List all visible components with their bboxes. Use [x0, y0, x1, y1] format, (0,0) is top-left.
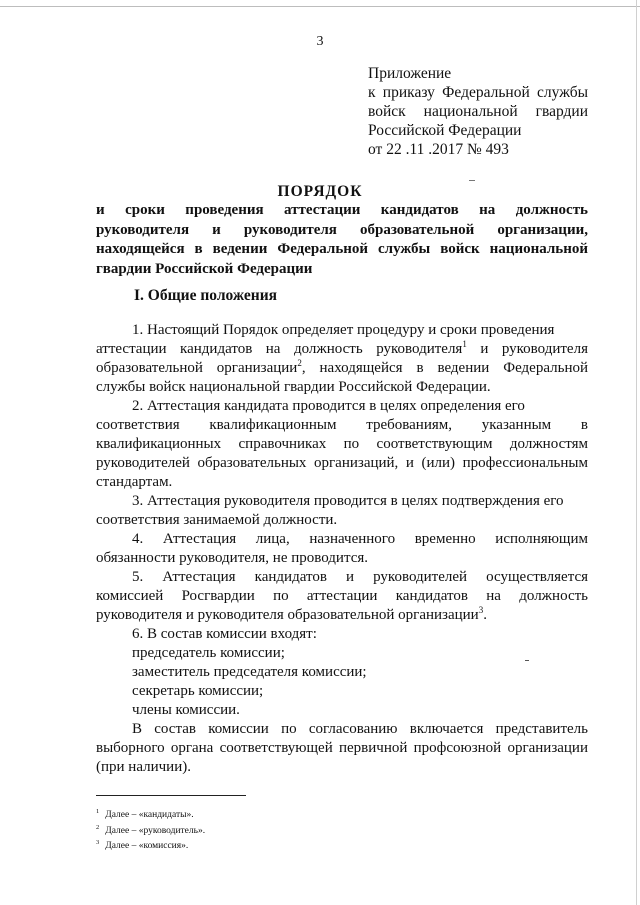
document-body	[96, 321, 588, 777]
appendix-line: Приложение	[368, 65, 452, 82]
paragraph-1-line: образовательной организации$^2$, находящейся в ведении Федеральной	[96, 358, 589, 376]
footnote-ref: 2	[297, 358, 302, 368]
section-heading: I. Общие положения	[134, 287, 278, 304]
subtitle-line: находящейся в ведении Федеральной службы войск национальной	[96, 241, 588, 257]
commission-member-item: секретарь комиссии;	[132, 683, 264, 699]
paragraph-1-line: аттестации кандидатов на должность руководителя$^1$ и руководителя	[96, 339, 588, 357]
paragraph-2-line: стандартам.	[96, 474, 173, 490]
scan-edge-line-right	[636, 0, 637, 905]
footnote-ref: 1	[462, 339, 467, 349]
appendix-date-number: от 22 .11 .2017 № 493	[368, 141, 509, 158]
scan-mark	[469, 180, 475, 181]
paragraph-1-line: службы войск национальной гвардии Российской Федерации.	[96, 379, 491, 395]
paragraph-1-line: 1. Настоящий Порядок определяет процедуру и сроки проведения	[132, 322, 555, 338]
paragraph-5-line: 5. Аттестация кандидатов и руководителей осуществляется	[132, 569, 588, 585]
appendix-line: к приказу Федеральной службы	[368, 84, 588, 101]
paragraph-7-line: В состав комиссии по согласованию включается представитель	[132, 721, 588, 737]
scan-mark	[525, 660, 529, 661]
paragraph-5-line: руководителя и руководителя образовательной организации$^3$.	[96, 605, 487, 623]
subtitle-line: и сроки проведения аттестации кандидатов на должность	[96, 202, 588, 218]
paragraph-4-line: 4. Аттестация лица, назначенного временно исполняющим	[132, 531, 588, 547]
paragraph-4-line: обязанности руководителя, не проводится.	[96, 550, 369, 566]
footnote-separator	[96, 795, 246, 796]
footnote-item: $^2$ Далее – «руководитель».	[96, 823, 206, 836]
document-subtitle	[96, 201, 588, 279]
subtitle-line: руководителя и руководителя образовательной организации,	[96, 221, 588, 238]
subtitle-line: гвардии Российской Федерации	[96, 260, 313, 277]
footnotes	[96, 806, 205, 853]
paragraph-3-line: соответствия занимаемой должности.	[96, 512, 338, 528]
scan-edge-line	[0, 6, 640, 7]
paragraph-7-line: выборного органа соответствующей первичной профсоюзной организации	[96, 740, 588, 756]
paragraph-3-line: 3. Аттестация руководителя проводится в целях подтверждения его	[132, 493, 564, 509]
paragraph-2-line: квалификационных справочниках по соответствующим должностям	[96, 436, 588, 452]
paragraph-2-line: 2. Аттестация кандидата проводится в целях определения его	[132, 398, 525, 414]
commission-member-item: члены комиссии.	[132, 702, 240, 718]
paragraph-5-line: комиссией Росгвардии по аттестации кандидатов на должность	[96, 588, 588, 604]
commission-member-item: председатель комиссии;	[132, 645, 285, 661]
footnote-ref: 3	[478, 605, 484, 615]
paragraph-7-line: (при наличии).	[96, 759, 191, 775]
commission-member-item: заместитель председателя комиссии;	[132, 664, 367, 680]
appendix-line: войск национальной гвардии	[368, 103, 588, 120]
footnote-item: $^1$ Далее – «кандидаты».	[96, 808, 194, 821]
appendix-header	[368, 64, 588, 159]
appendix-line: Российской Федерации	[368, 122, 522, 139]
paragraph-6-line: 6. В состав комиссии входят:	[132, 626, 317, 642]
footnote-item: $^3$ Далее – «комиссия».	[96, 839, 189, 852]
paragraph-2-line: соответствия квалификационным требованиям, указанным в	[96, 417, 588, 433]
page-number: 3	[316, 34, 324, 49]
paragraph-2-line: руководителей образовательных организаций, и (или) профессиональным	[96, 455, 588, 471]
document-title: ПОРЯДОК	[277, 183, 363, 200]
